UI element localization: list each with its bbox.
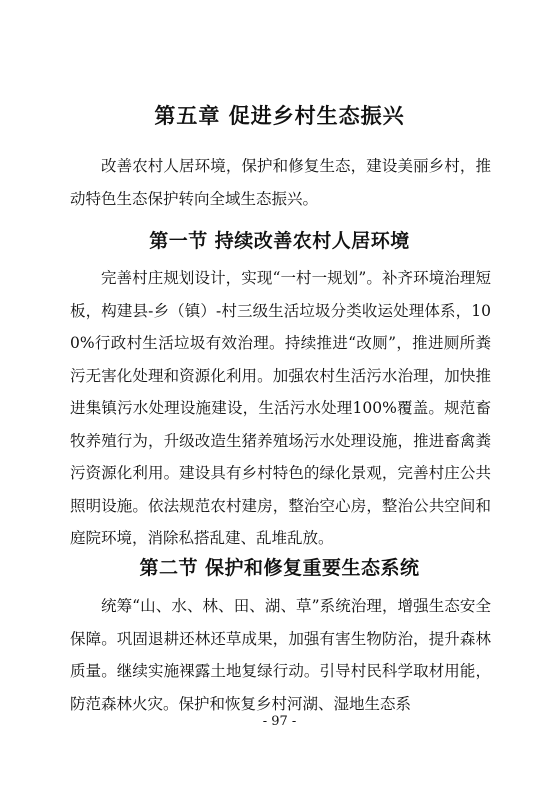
section-1-title: 第一节 持续改善农村人居环境 [149, 230, 410, 252]
page-number: - 97 - [262, 714, 297, 729]
chapter-intro-paragraph: 改善农村人居环境，保护和修复生态，建设美丽乡村，推动特色生态保护转向全域生态振兴。 [70, 157, 491, 208]
section-2-paragraph: 统筹“山、水、林、田、湖、草”系统治理，增强生态安全保障。巩固退耕还林还草成果，加强有害生物防治，提升森林质量。继续实施裸露土地复绿行动。引导村民科学取材用能，防范森林火灾。保护和恢复乡村河湖、湿地生态系 [70, 597, 491, 713]
section-2-title: 第二节 保护和修复重要生态系统 [139, 557, 420, 579]
section-1-paragraph: 完善村庄规划设计，实现“一村一规划”。补齐环境治理短板，构建县-乡（镇）-村三级生活垃圾分类收运处理体系，100%行政村生活垃圾有效治理。持续推进“改厕”，推进厕所粪污无害化处理和资源化利用。加强农村生活污水治理，加快推进集镇污水处理设施建设，生活污水处理100%覆盖。规范畜牧养殖行为，升级改造生猪养殖场污水处理设施，推进畜禽粪污资源化利用。建设具有乡村特色的绿化景观，完善村庄公共照明设施。依法规范农村建房，整治空心房，整治公共空间和庭院环境，消除私搭乱建、乱堆乱放。 [70, 269, 491, 547]
chapter-title: 第五章 促进乡村生态振兴 [154, 104, 405, 128]
